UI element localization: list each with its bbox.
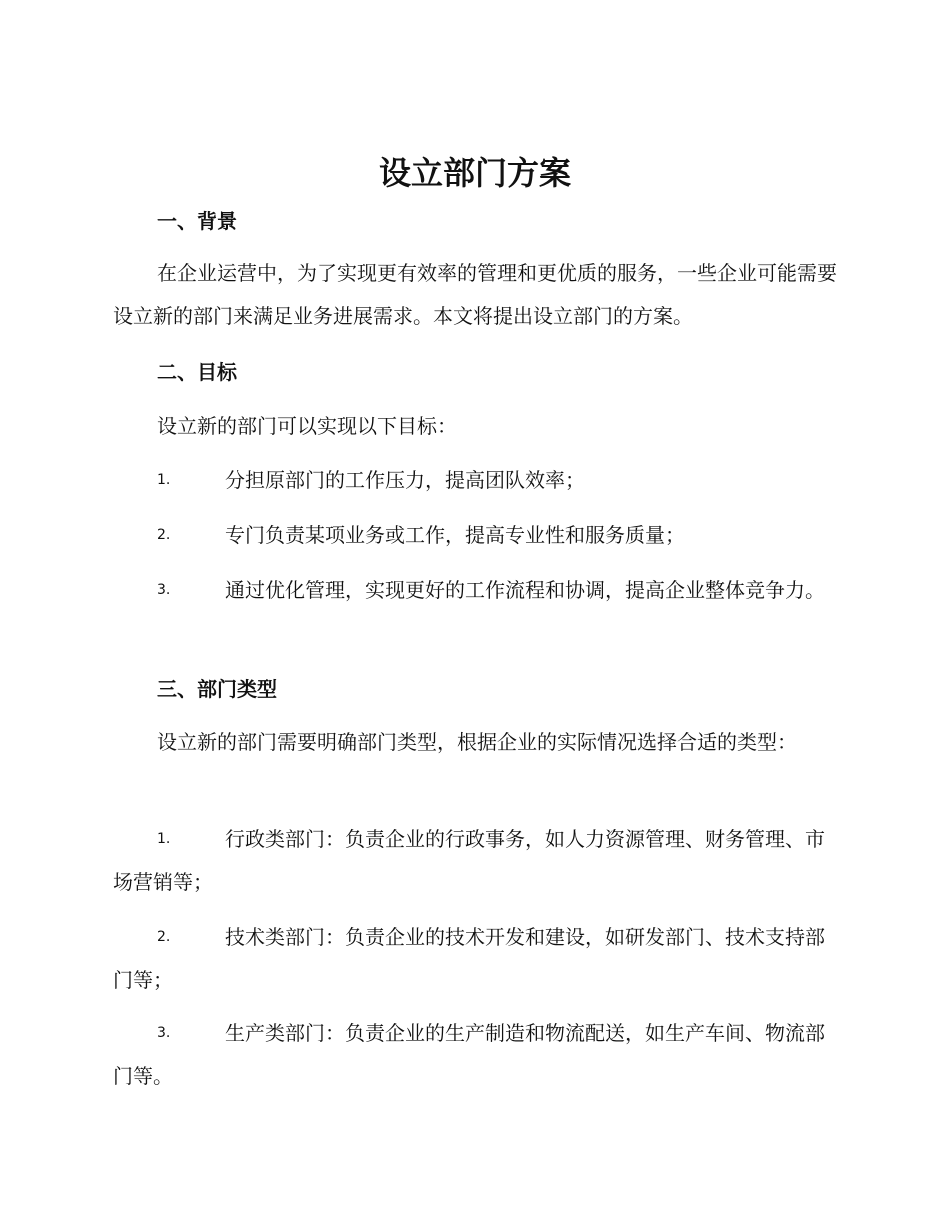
goals-intro: 设立新的部门可以实现以下目标： [157,414,457,438]
list-text: 生产类部门：负责企业的生产制造和物流配送，如生产车间、物流部门等。 [113,1021,825,1088]
goal-item [113,514,838,557]
list-number: 3. [157,582,171,598]
department-type-item [113,1012,838,1098]
list-text: 分担原部门的工作压力，提高团队效率； [225,468,585,492]
list-number: 1. [157,472,171,488]
goal-item [113,459,838,502]
list-number: 1. [157,831,171,847]
section-heading-goals: 二、目标 [157,360,237,384]
background-paragraph: 在企业运营中，为了实现更有效率的管理和更优质的服务，一些企业可能需要设立新的部门来满足业务进展需求。本文将提出设立部门的方案。 [113,261,837,328]
section-heading-department-types: 三、部门类型 [157,677,277,701]
department-type-item [113,916,838,1002]
list-text: 行政类部门：负责企业的行政事务，如人力资源管理、财务管理、市场营销等； [113,827,825,894]
goal-item [113,569,838,612]
list-text: 技术类部门：负责企业的技术开发和建设，如研发部门、技术支持部门等； [113,925,825,992]
list-number: 2. [157,527,171,543]
department-types-intro: 设立新的部门需要明确部门类型，根据企业的实际情况选择合适的类型： [157,730,797,754]
list-text: 通过优化管理，实现更好的工作流程和协调，提高企业整体竞争力。 [225,578,825,602]
section-heading-background: 一、背景 [157,209,237,233]
document-title: 设立部门方案 [378,154,571,192]
list-number: 3. [157,1025,171,1041]
department-type-item [113,818,838,904]
list-number: 2. [157,929,171,945]
list-text: 专门负责某项业务或工作，提高专业性和服务质量； [225,523,685,547]
